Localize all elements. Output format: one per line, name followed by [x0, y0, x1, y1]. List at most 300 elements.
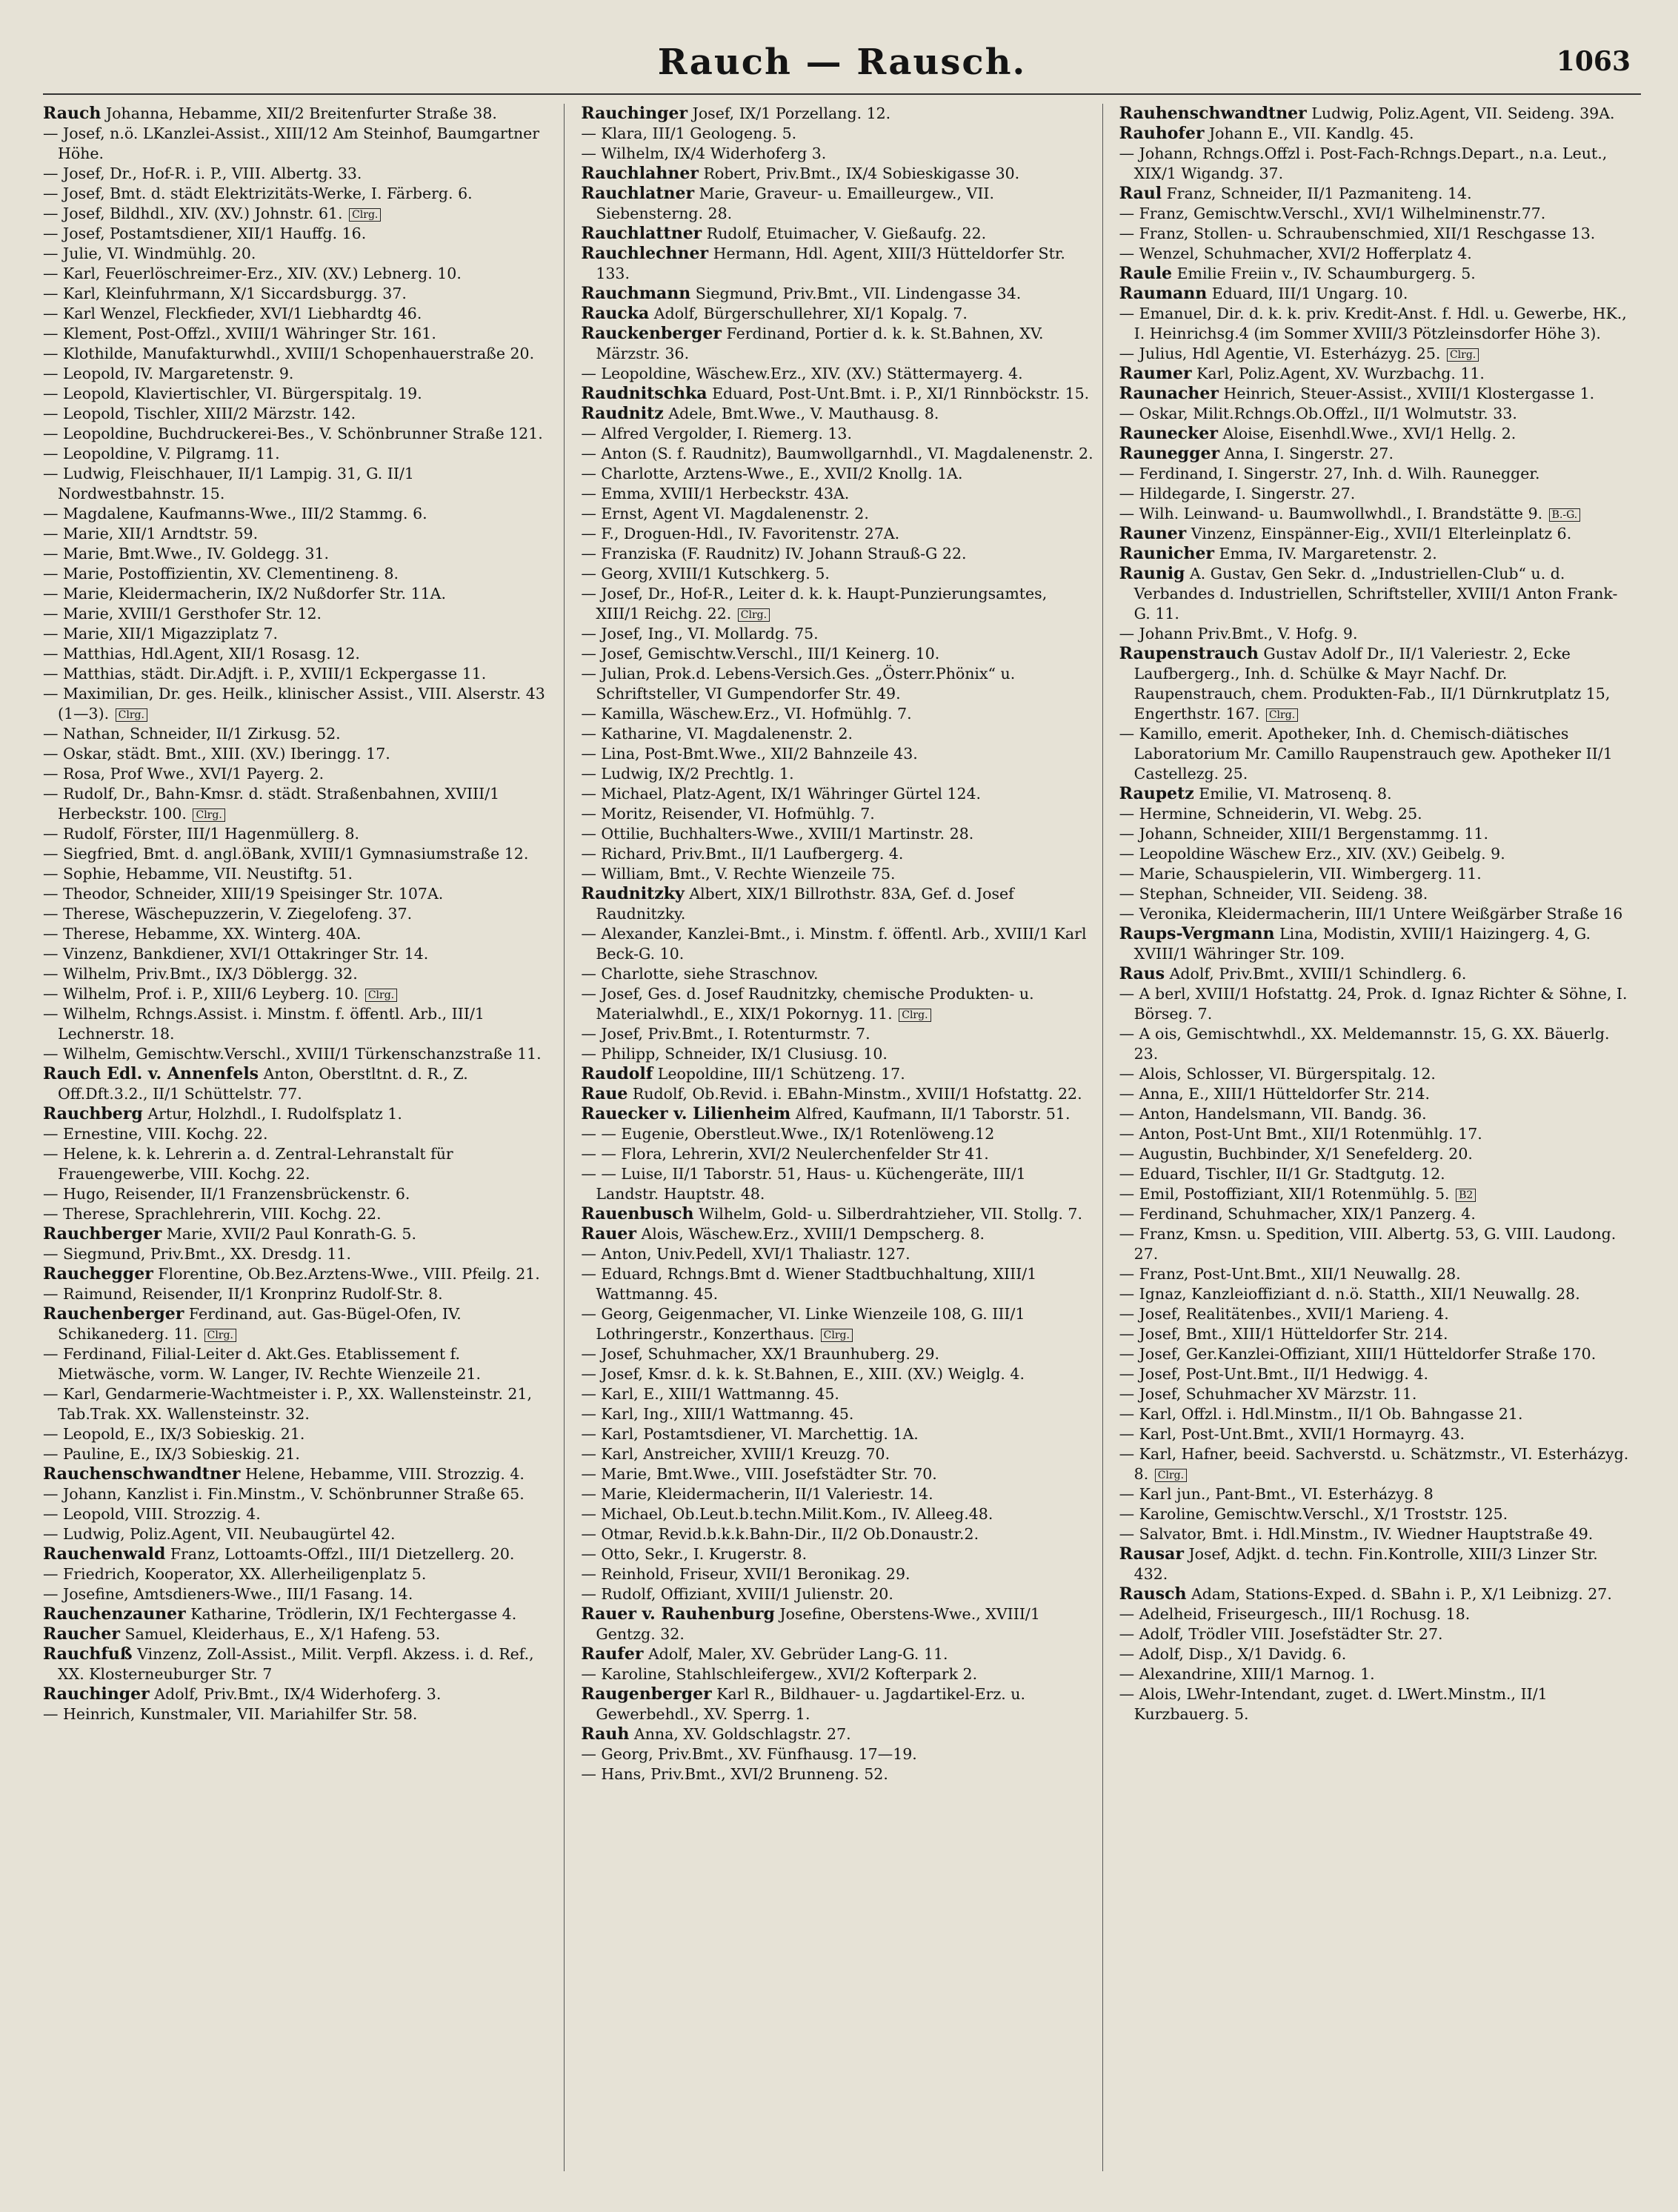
entry-text: Marie, Graveur- u. Emailleurgew., VII. Siebensterng. 28.	[596, 185, 995, 222]
entry-badge: Clrg.	[116, 708, 147, 722]
entry-text: Heinrich, Steuer-Assist., XVIII/1 Klostergasse 1.	[1218, 385, 1595, 402]
directory-entry	[1119, 1604, 1632, 1624]
entry-text: — Friedrich, Kooperator, XX. Allerheiligenplatz 5.	[43, 1565, 427, 1583]
directory-entry	[581, 664, 1093, 704]
directory-entry	[1119, 1664, 1632, 1684]
entry-text: Adolf, Priv.Bmt., IX/4 Widerhoferg. 3.	[149, 1685, 442, 1703]
entry-text: — Rosa, Prof Wwe., XVI/1 Payerg. 2.	[43, 765, 324, 783]
directory-entry	[581, 1664, 1093, 1684]
directory-entry	[581, 124, 1093, 144]
directory-entry	[1119, 1624, 1632, 1644]
entry-text: — Emanuel, Dir. d. k. k. priv. Kredit-Anst. f. Hdl. u. Gewerbe, HK., I. Heinrichsg.4 (im Sommer XVIII/3 Pötzleinsdorfer Höhe 3).	[1119, 305, 1627, 342]
entry-text: — Wilhelm, Rchngs.Assist. i. Minstm. f. öffentl. Arb., III/1 Lechnerstr. 18.	[43, 1005, 485, 1043]
directory-entry	[1119, 1644, 1632, 1664]
directory-entry	[581, 1204, 1093, 1224]
directory-entry	[43, 1584, 555, 1604]
entry-text: Adele, Bmt.Wwe., V. Mauthausg. 8.	[663, 405, 939, 422]
entry-text: Ferdinand, Portier d. k. k. St.Bahnen, XV. Märzstr. 36.	[596, 325, 1044, 362]
directory-entry	[581, 744, 1093, 764]
page-number: 1063	[1556, 46, 1631, 77]
entry-text: — Augustin, Buchbinder, X/1 Senefelderg. 20.	[1119, 1145, 1473, 1163]
directory-entry	[43, 844, 555, 864]
entry-text: Lina, Modistin, XVIII/1 Haizingerg. 4, G. XVIII/1 Währinger Str. 109.	[1133, 925, 1591, 963]
directory-entry	[1119, 1324, 1632, 1344]
entry-text: Rudolf, Etuimacher, V. Gießaufg. 22.	[702, 225, 987, 242]
entry-text: — Alfred Vergolder, I. Riemerg. 13.	[581, 425, 852, 442]
entry-text: Anna, I. Singerstr. 27.	[1219, 445, 1394, 462]
page-header	[43, 39, 1641, 95]
directory-entry	[43, 1064, 555, 1104]
directory-entry	[581, 404, 1093, 424]
directory-entry	[581, 104, 1093, 124]
directory-entry	[581, 764, 1093, 784]
entry-text: — Georg, Geigenmacher, VI. Linke Wienzeile 108, G. III/1 Lothringerstr., Konzerthaus.	[581, 1305, 1025, 1343]
entry-text: — Marie, XII/1 Migazziplatz 7.	[43, 625, 279, 642]
directory-entry	[581, 384, 1093, 404]
entry-text: — Pauline, E., IX/3 Sobieskig. 21.	[43, 1445, 300, 1463]
directory-entry	[581, 1244, 1093, 1264]
directory-entry	[43, 1104, 555, 1124]
directory-entry	[1119, 904, 1632, 924]
directory-entry	[1119, 1424, 1632, 1444]
directory-entry	[581, 244, 1093, 284]
entry-text: — Rudolf, Dr., Bahn-Kmsr. d. städt. Straßenbahnen, XVIII/1 Herbeckstr. 100.	[43, 785, 500, 823]
directory-entry	[43, 1644, 555, 1684]
entry-text: — Reinhold, Friseur, XVII/1 Beronikag. 29.	[581, 1565, 910, 1583]
entry-badge: Clrg.	[204, 1329, 236, 1342]
directory-entry	[581, 464, 1093, 484]
entry-surname: Rauch Edl. v. Annenfels	[43, 1064, 259, 1083]
directory-entry	[581, 964, 1093, 984]
directory-entry	[581, 624, 1093, 644]
entry-text: — Klothilde, Manufakturwhdl., XVIII/1 Schopenhauerstraße 20.	[43, 345, 535, 362]
directory-entry	[581, 224, 1093, 244]
entry-surname: Raudnitzky	[581, 884, 685, 903]
directory-entry	[43, 1624, 555, 1644]
directory-entry	[43, 1604, 555, 1624]
entry-badge: Clrg.	[1155, 1469, 1187, 1482]
entry-text: Emma, IV. Margaretenstr. 2.	[1214, 545, 1437, 562]
entry-text: Marie, XVII/2 Paul Konrath-G. 5.	[162, 1225, 416, 1243]
directory-entry	[581, 1684, 1093, 1724]
entry-surname: Rauchlattner	[581, 224, 702, 243]
directory-entry	[581, 1544, 1093, 1564]
directory-entry	[581, 1424, 1093, 1444]
entry-text: — Klara, III/1 Geologeng. 5.	[581, 124, 797, 142]
directory-entry	[43, 164, 555, 184]
entry-surname: Rauchlatner	[581, 184, 695, 203]
directory-entry	[1119, 244, 1632, 264]
entry-text: — Katharine, VI. Magdalenenstr. 2.	[581, 725, 853, 743]
directory-entry	[581, 1464, 1093, 1484]
directory-entry	[43, 684, 555, 724]
entry-text: — Anton (S. f. Raudnitz), Baumwollgarnhdl., VI. Magdalenenstr. 2.	[581, 445, 1093, 462]
entry-text: — Johann, Schneider, XIII/1 Bergenstammg. 11.	[1119, 825, 1488, 843]
directory-entry	[43, 644, 555, 664]
entry-text: — Anton, Post-Unt Bmt., XII/1 Rotenmühlg. 17.	[1119, 1125, 1482, 1143]
entry-surname: Raups-Vergmann	[1119, 924, 1275, 943]
directory-entry	[43, 344, 555, 364]
entry-text: — Josef, Priv.Bmt., I. Rotenturmstr. 7.	[581, 1025, 870, 1043]
directory-entry	[1119, 1264, 1632, 1284]
directory-entry	[1119, 1444, 1632, 1484]
directory-entry	[581, 1124, 1093, 1144]
entry-text: — Anton, Handelsmann, VII. Bandg. 36.	[1119, 1105, 1427, 1123]
entry-text: — Josef, Dr., Hof-R., Leiter d. k. k. Haupt-Punzierungsamtes, XIII/1 Reichg. 22.	[581, 585, 1048, 622]
entry-text: — Josefine, Amtsdieners-Wwe., III/1 Fasang. 14.	[43, 1585, 413, 1603]
entry-surname: Raupenstrauch	[1119, 644, 1259, 663]
directory-entry	[581, 1144, 1093, 1164]
entry-text: — Hugo, Reisender, II/1 Franzensbrückenstr. 6.	[43, 1185, 410, 1203]
directory-entry	[43, 724, 555, 744]
directory-entry	[43, 1684, 555, 1704]
directory-entry	[581, 1524, 1093, 1544]
entry-surname: Rauchenwald	[43, 1544, 166, 1564]
entry-text: — Eduard, Tischler, II/1 Gr. Stadtgutg. 12.	[1119, 1165, 1445, 1183]
entry-text: Eduard, Post-Unt.Bmt. i. P., XI/1 Rinnböckstr. 15.	[707, 385, 1090, 402]
entry-text: — Alois, LWehr-Intendant, zuget. d. LWert.Minstm., II/1 Kurzbauerg. 5.	[1119, 1685, 1548, 1723]
entry-text: — Ferdinand, I. Singerstr. 27, Inh. d. Wilh. Raunegger.	[1119, 465, 1540, 482]
directory-entry	[581, 724, 1093, 744]
entry-text: — Marie, Bmt.Wwe., VIII. Josefstädter Str. 70.	[581, 1465, 937, 1483]
directory-entry	[43, 1224, 555, 1244]
directory-entry	[43, 1184, 555, 1204]
directory-entry	[581, 1404, 1093, 1424]
entry-text: — Wenzel, Schuhmacher, XVI/2 Hofferplatz 4.	[1119, 245, 1472, 262]
directory-entry	[1119, 484, 1632, 504]
entry-text: Albert, XIX/1 Billrothstr. 83A, Gef. d. Josef Raudnitzky.	[596, 885, 1014, 923]
directory-entry	[43, 444, 555, 464]
entry-text: — Wilhelm, Priv.Bmt., IX/3 Döblergg. 32.	[43, 965, 358, 983]
entry-surname: Rauckenberger	[581, 324, 722, 343]
directory-entry	[581, 1164, 1093, 1204]
entry-text: — Ferdinand, Schuhmacher, XIX/1 Panzerg. 4.	[1119, 1205, 1476, 1223]
entry-surname: Rauh	[581, 1724, 630, 1744]
entry-surname: Rauch	[43, 104, 101, 123]
entry-text: — Marie, XVIII/1 Gersthofer Str. 12.	[43, 605, 322, 622]
directory-entry	[43, 604, 555, 624]
entry-text: — Karl, Offzl. i. Hdl.Minstm., II/1 Ob. Bahngasse 21.	[1119, 1405, 1523, 1423]
entry-text: Katharine, Trödlerin, IX/1 Fechtergasse 4.	[185, 1605, 517, 1623]
directory-entry	[581, 184, 1093, 224]
entry-text: — Josef, Realitätenbes., XVII/1 Marieng. 4.	[1119, 1305, 1449, 1323]
entry-text: — Leopold, Klaviertischler, VI. Bürgerspitalg. 19.	[43, 385, 422, 402]
entry-text: Vinzenz, Zoll-Assist., Milit. Verpfl. Akzess. i. d. Ref., XX. Klosterneuburger Str. 7	[58, 1645, 534, 1683]
entry-text: — Ferdinand, Filial-Leiter d. Akt.Ges. Etablissement f. Mietwäsche, vorm. W. Langer, IV. Rechte Wienzeile 21.	[43, 1345, 482, 1383]
entry-text: — — Luise, II/1 Taborstr. 51, Haus- u. Küchengeräte, III/1 Landstr. Hauptstr. 48.	[581, 1165, 1026, 1203]
directory-entry	[1119, 624, 1632, 644]
entry-text: — Adolf, Disp., X/1 Davidg. 6.	[1119, 1645, 1347, 1663]
entry-text: Alfred, Kaufmann, II/1 Taborstr. 51.	[790, 1105, 1071, 1123]
directory-entry	[581, 524, 1093, 544]
entry-text: — Therese, Wäschepuzzerin, V. Ziegelofeng. 37.	[43, 905, 413, 923]
entry-text: — Kamillo, emerit. Apotheker, Inh. d. Chemisch-diätisches Laboratorium Mr. Camillo Raupenstrauch gew. Apotheker II/1 Castellezg. 25.	[1119, 725, 1613, 783]
entry-text: — Johann, Rchngs.Offzl i. Post-Fach-Rchngs.Depart., n.a. Leut., XIX/1 Wigandg. 37.	[1119, 145, 1608, 182]
directory-entry	[43, 664, 555, 684]
directory-entry	[43, 124, 555, 164]
entry-text: — Hans, Priv.Bmt., XVI/2 Brunneng. 52.	[581, 1765, 888, 1783]
directory-entry	[581, 1604, 1093, 1644]
entry-text: — Siegmund, Priv.Bmt., XX. Dresdg. 11.	[43, 1245, 351, 1263]
entry-text: Siegmund, Priv.Bmt., VII. Lindengasse 34.	[690, 285, 1022, 302]
entry-text: — Karl jun., Pant-Bmt., VI. Esterházyg. 8	[1119, 1485, 1434, 1503]
entry-text: — Salvator, Bmt. i. Hdl.Minstm., IV. Wiedner Hauptstraße 49.	[1119, 1525, 1594, 1543]
entry-text: — Franziska (F. Raudnitz) IV. Johann Strauß-G 22.	[581, 545, 967, 562]
entry-badge: Clrg.	[1447, 348, 1479, 362]
entry-badge: B.-G.	[1549, 508, 1581, 522]
directory-entry	[1119, 844, 1632, 864]
directory-entry	[1119, 644, 1632, 724]
directory-entry	[1119, 344, 1632, 364]
directory-entry	[43, 224, 555, 244]
entry-text: — Therese, Sprachlehrerin, VIII. Kochg. 22.	[43, 1205, 382, 1223]
directory-entry	[43, 1544, 555, 1564]
entry-text: — Karl, Kleinfuhrmann, X/1 Siccardsburgg. 37.	[43, 285, 407, 302]
directory-entry	[43, 184, 555, 204]
directory-entry	[43, 1264, 555, 1284]
entry-surname: Rausar	[1119, 1544, 1184, 1564]
directory-entry	[1119, 1144, 1632, 1164]
entry-surname: Rauchinger	[581, 104, 688, 123]
directory-entry	[1119, 504, 1632, 524]
entry-text: — Wilhelm, IX/4 Widerhoferg 3.	[581, 145, 827, 162]
directory-entry	[1119, 104, 1632, 124]
entry-text: Gustav Adolf Dr., II/1 Valeriestr. 2, Ecke Laufbergerg., Inh. d. Schülke & Mayr Nachf. Dr. Raupenstrauch, chem. Produkten-Fab., II/1 Dürnkrutplatz 15, Engerthstr. 167.	[1133, 645, 1611, 723]
directory-entry	[43, 984, 555, 1004]
entry-text: Franz, Lottoamts-Offzl., III/1 Dietzellerg. 20.	[165, 1545, 515, 1563]
entry-text: — — Eugenie, Oberstleut.Wwe., IX/1 Rotenlöweng.12	[581, 1125, 995, 1143]
directory-entry	[581, 1224, 1093, 1244]
page-title: Rauch — Rausch.	[657, 41, 1027, 83]
entry-text: — Michael, Ob.Leut.b.techn.Milit.Kom., IV. Alleeg.48.	[581, 1505, 993, 1523]
entry-text: — Georg, XVIII/1 Kutschkerg. 5.	[581, 565, 830, 582]
entry-text: — Josef, Ges. d. Josef Raudnitzky, chemische Produkten- u. Materialwhdl., E., XIX/1 Pokornyg. 11.	[581, 985, 1034, 1023]
entry-text: — Josef, Ing., VI. Mollardg. 75.	[581, 625, 819, 642]
entry-text: — Leopoldine, Buchdruckerei-Bes., V. Schönbrunner Straße 121.	[43, 425, 543, 442]
column-3	[1119, 104, 1641, 2171]
entry-text: — Emil, Postoffiziant, XII/1 Rotenmühlg. 5.	[1119, 1185, 1450, 1203]
directory-entry	[43, 384, 555, 404]
entry-surname: Raul	[1119, 184, 1162, 203]
directory-entry	[581, 1504, 1093, 1524]
directory-entry	[43, 764, 555, 784]
entry-text: — Heinrich, Kunstmaler, VII. Mariahilfer Str. 58.	[43, 1705, 418, 1723]
entry-surname: Raupetz	[1119, 784, 1194, 803]
entry-text: — Otto, Sekr., I. Krugerstr. 8.	[581, 1545, 808, 1563]
entry-surname: Rauchenschwandtner	[43, 1464, 241, 1484]
directory-entry	[1119, 384, 1632, 404]
directory-entry	[43, 864, 555, 884]
directory-entry	[43, 364, 555, 384]
directory-entry	[1119, 284, 1632, 304]
entry-surname: Raunig	[1119, 564, 1185, 583]
entry-surname: Raunegger	[1119, 444, 1220, 463]
entry-text: — Franz, Post-Unt.Bmt., XII/1 Neuwallg. 28.	[1119, 1265, 1461, 1283]
entry-surname: Rauchfuß	[43, 1644, 133, 1664]
directory-entry	[1119, 1224, 1632, 1264]
entry-text: — Karl Wenzel, Fleckfieder, XVI/1 Liebhardtg 46.	[43, 305, 422, 322]
directory-entry	[581, 1744, 1093, 1764]
directory-entry	[1119, 544, 1632, 564]
directory-entry	[1119, 1584, 1632, 1604]
entry-text: — Theodor, Schneider, XIII/19 Speisinger Str. 107A.	[43, 885, 444, 903]
directory-entry	[581, 324, 1093, 364]
entry-surname: Raunacher	[1119, 384, 1219, 403]
entry-surname: Rauhenschwandtner	[1119, 104, 1307, 123]
directory-entry	[1119, 124, 1632, 144]
directory-entry	[581, 844, 1093, 864]
directory-entry	[43, 964, 555, 984]
directory-entry	[43, 324, 555, 344]
directory-entry	[43, 744, 555, 764]
directory-entry	[43, 784, 555, 824]
directory-entry	[581, 544, 1093, 564]
entry-text: — Rudolf, Offiziant, XVIII/1 Julienstr. 20.	[581, 1585, 893, 1603]
entry-surname: Raus	[1119, 964, 1165, 983]
entry-text: — Otmar, Revid.b.k.k.Bahn-Dir., II/2 Ob.Donaustr.2.	[581, 1525, 979, 1543]
entry-text: — Magdalene, Kaufmanns-Wwe., III/2 Stammg. 6.	[43, 505, 427, 522]
entry-badge: Clrg.	[1266, 708, 1298, 722]
directory-entry	[43, 624, 555, 644]
entry-surname: Rausch	[1119, 1584, 1187, 1604]
directory-entry	[581, 1084, 1093, 1104]
directory-entry	[1119, 224, 1632, 244]
entry-text: A. Gustav, Gen Sekr. d. „Industriellen-Club“ u. d. Verbandes d. Industriellen, Schriftsteller, XVIII/1 Anton Frank-G. 11.	[1133, 565, 1618, 622]
entry-text: — Siegfried, Bmt. d. angl.öBank, XVIII/1 Gymnasiumstraße 12.	[43, 845, 529, 863]
entry-surname: Raumann	[1119, 284, 1208, 303]
directory-entry	[43, 1484, 555, 1504]
entry-text: — Sophie, Hebamme, VII. Neustiftg. 51.	[43, 865, 353, 883]
entry-text: — Anna, E., XIII/1 Hütteldorfer Str. 214.	[1119, 1085, 1431, 1103]
directory-entry	[581, 1584, 1093, 1604]
entry-surname: Rauchlechner	[581, 244, 709, 263]
entry-text: — Hermine, Schneiderin, VI. Webg. 25.	[1119, 805, 1422, 823]
entry-surname: Raucher	[43, 1624, 121, 1644]
entry-badge: Clrg.	[738, 608, 770, 622]
directory-entry	[43, 1384, 555, 1424]
entry-text: — Josef, Bildhdl., XIV. (XV.) Johnstr. 61.	[43, 205, 343, 222]
directory-entry	[581, 1104, 1093, 1124]
entry-text: — Moritz, Reisender, VI. Hofmühlg. 7.	[581, 805, 875, 823]
entry-text: — Josef, Kmsr. d. k. k. St.Bahnen, E., XIII. (XV.) Weiglg. 4.	[581, 1365, 1025, 1383]
directory-entry	[43, 1204, 555, 1224]
entry-badge: Clrg.	[899, 1009, 930, 1022]
entry-text: — Ludwig, IX/2 Prechtlg. 1.	[581, 765, 794, 783]
entry-text: Rudolf, Ob.Revid. i. EBahn-Minstm., XVIII/1 Hofstattg. 22.	[627, 1085, 1082, 1103]
directory-entry	[581, 1264, 1093, 1304]
directory-entry	[581, 1304, 1093, 1344]
entry-text: — Franz, Stollen- u. Schraubenschmied, XII/1 Reschgasse 13.	[1119, 225, 1596, 242]
entry-surname: Rauchegger	[43, 1264, 153, 1283]
directory-entry	[1119, 1364, 1632, 1384]
entry-text: — Adelheid, Friseurgesch., III/1 Rochusg. 18.	[1119, 1605, 1471, 1623]
directory-entry	[581, 164, 1093, 184]
entry-text: — Leopoldine, V. Pilgramg. 11.	[43, 445, 280, 462]
entry-text: — Josef, Postamtsdiener, XII/1 Hauffg. 16.	[43, 225, 367, 242]
entry-text: — Rudolf, Förster, III/1 Hagenmüllerg. 8.	[43, 825, 359, 843]
entry-text: — Wilhelm, Prof. i. P., XIII/6 Leyberg. 10.	[43, 985, 359, 1003]
entry-text: — Emma, XVIII/1 Herbeckstr. 43A.	[581, 485, 850, 502]
entry-text: — Georg, Priv.Bmt., XV. Fünfhausg. 17—19.	[581, 1745, 917, 1763]
entry-surname: Rauchberg	[43, 1104, 143, 1123]
directory-entry	[1119, 564, 1632, 624]
directory-entry	[581, 1044, 1093, 1064]
directory-entry	[581, 284, 1093, 304]
entry-text: — Hildegarde, I. Singerstr. 27.	[1119, 485, 1356, 502]
directory-entry	[1119, 784, 1632, 804]
directory-entry	[43, 244, 555, 264]
entry-badge: Clrg.	[821, 1329, 853, 1342]
entry-surname: Rauchenberger	[43, 1304, 184, 1323]
entry-text: — Josef, n.ö. LKanzlei-Assist., XIII/12 Am Steinhof, Baumgartner Höhe.	[43, 124, 540, 162]
entry-surname: Rauhofer	[1119, 124, 1205, 143]
directory-entry	[581, 704, 1093, 724]
directory-entry	[43, 404, 555, 424]
directory-entry	[1119, 204, 1632, 224]
entry-text: — Josef, Dr., Hof-R. i. P., VIII. Albertg. 33.	[43, 165, 362, 182]
directory-entry	[581, 784, 1093, 804]
directory-entry	[1119, 264, 1632, 284]
directory-entry	[1119, 804, 1632, 824]
directory-entry	[1119, 1064, 1632, 1084]
entry-text: Adolf, Priv.Bmt., XVIII/1 Schindlerg. 6.	[1165, 965, 1467, 983]
directory-entry	[43, 1564, 555, 1584]
directory-entry	[43, 524, 555, 544]
directory-entry	[1119, 364, 1632, 384]
directory-entry	[43, 284, 555, 304]
entry-surname: Raunicher	[1119, 544, 1215, 563]
directory-entry	[581, 484, 1093, 504]
directory-entry	[1119, 1484, 1632, 1504]
entry-text: — Josef, Gemischtw.Verschl., III/1 Keinerg. 10.	[581, 645, 940, 662]
entry-text: — Josef, Bmt., XIII/1 Hütteldorfer Str. 214.	[1119, 1325, 1448, 1343]
directory-entry	[1119, 884, 1632, 904]
directory-entry	[43, 904, 555, 924]
directory-entry	[581, 1064, 1093, 1084]
directory-entry	[43, 1344, 555, 1384]
entry-text: — Ernestine, VIII. Kochg. 22.	[43, 1125, 268, 1143]
entry-surname: Rauchberger	[43, 1224, 162, 1243]
entry-text: — Oskar, Milit.Rchngs.Ob.Offzl., II/1 Wolmutstr. 33.	[1119, 405, 1517, 422]
entry-text: — Karoline, Stahlschleifergew., XVI/2 Kofterpark 2.	[581, 1665, 978, 1683]
entry-badge: Clrg.	[365, 989, 397, 1002]
entry-text: — Karl, Postamtsdiener, VI. Marchettig. 1A.	[581, 1425, 919, 1443]
entry-text: — Lina, Post-Bmt.Wwe., XII/2 Bahnzeile 43.	[581, 745, 918, 763]
directory-entry	[581, 1764, 1093, 1784]
directory-entry	[43, 1144, 555, 1184]
entry-text: — Wilhelm, Gemischtw.Verschl., XVIII/1 Türkenschanzstraße 11.	[43, 1045, 542, 1063]
entry-text: — Josef, Schuhmacher, XX/1 Braunhuberg. 29.	[581, 1345, 939, 1363]
entry-text: Karl R., Bildhauer- u. Jagdartikel-Erz. u. Gewerbehdl., XV. Sperrg. 1.	[596, 1685, 1025, 1723]
directory-entry	[1119, 1204, 1632, 1224]
directory-entry	[43, 1504, 555, 1524]
entry-text: Anton, Oberstltnt. d. R., Z. Off.Dft.3.2., II/1 Schüttelstr. 77.	[58, 1065, 468, 1103]
directory-entry	[1119, 1024, 1632, 1064]
entry-badge: B2	[1456, 1189, 1476, 1202]
directory-entry	[1119, 1304, 1632, 1324]
entry-text: Ferdinand, aut. Gas-Bügel-Ofen, IV. Schikanederg. 11.	[58, 1305, 462, 1343]
directory-entry	[43, 504, 555, 524]
directory-entry	[43, 1044, 555, 1064]
entry-text: Helene, Hebamme, VIII. Strozzig. 4.	[240, 1465, 525, 1483]
entry-text: Artur, Holzhdl., I. Rudolfsplatz 1.	[142, 1105, 402, 1123]
entry-surname: Rauenbusch	[581, 1204, 694, 1223]
directory-entry	[1119, 444, 1632, 464]
entry-text: — Klement, Post-Offzl., XVIII/1 Währinger Str. 161.	[43, 325, 436, 342]
column-2	[581, 104, 1102, 2171]
directory-entry	[43, 1424, 555, 1444]
entry-surname: Raue	[581, 1084, 628, 1103]
